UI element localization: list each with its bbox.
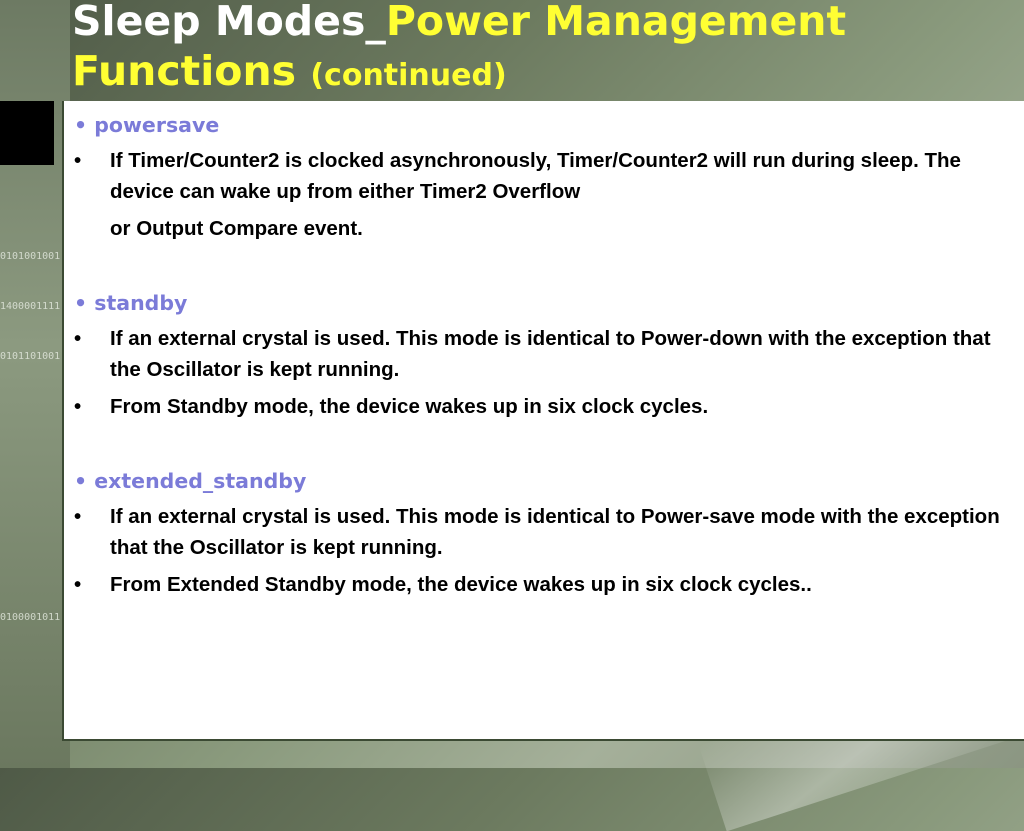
title-continued: (continued) [310, 58, 507, 93]
background-binary-digits: 0101001001 [0, 251, 61, 262]
background-binary-digits: 0101101001 [0, 351, 61, 362]
title-part-white: Sleep Modes_ [72, 0, 386, 45]
title-part-yellow: Functions [72, 47, 297, 95]
section-heading-extended-standby: • extended_standby [74, 469, 307, 493]
list-item-text: If an external crystal is used. This mode is identical to Power-save mode with the exception that the Oscillator is kept running. [110, 505, 1000, 559]
bullet: • [74, 327, 82, 350]
decorative-black-square [0, 101, 54, 165]
bullet: • [74, 395, 82, 418]
bullet: • [74, 149, 82, 172]
content-panel [62, 101, 1024, 741]
title-part-yellow: Power Management [385, 0, 847, 45]
bullet: • [74, 573, 82, 596]
section-heading-standby: • standby [74, 291, 188, 315]
list-item-continuation: or Output Compare event. [110, 217, 363, 240]
list-item-text: From Extended Standby mode, the device wakes up in six clock cycles.. [110, 573, 812, 596]
slide-title [72, 0, 1012, 101]
list-item-text: From Standby mode, the device wakes up in six clock cycles. [110, 395, 709, 418]
background-binary-digits: 1400001111 [0, 301, 61, 312]
bullet: • [74, 505, 82, 528]
section-heading-powersave: • powersave [74, 113, 220, 137]
list-item-text: If an external crystal is used. This mode is identical to Power-down with the exception that the Oscillator is kept running. [110, 327, 991, 381]
list-item-text: If Timer/Counter2 is clocked asynchronously, Timer/Counter2 will run during sleep. The device can wake up from either Timer2 Overflow [110, 149, 961, 203]
background-binary-digits: 0100001011 [0, 612, 61, 623]
